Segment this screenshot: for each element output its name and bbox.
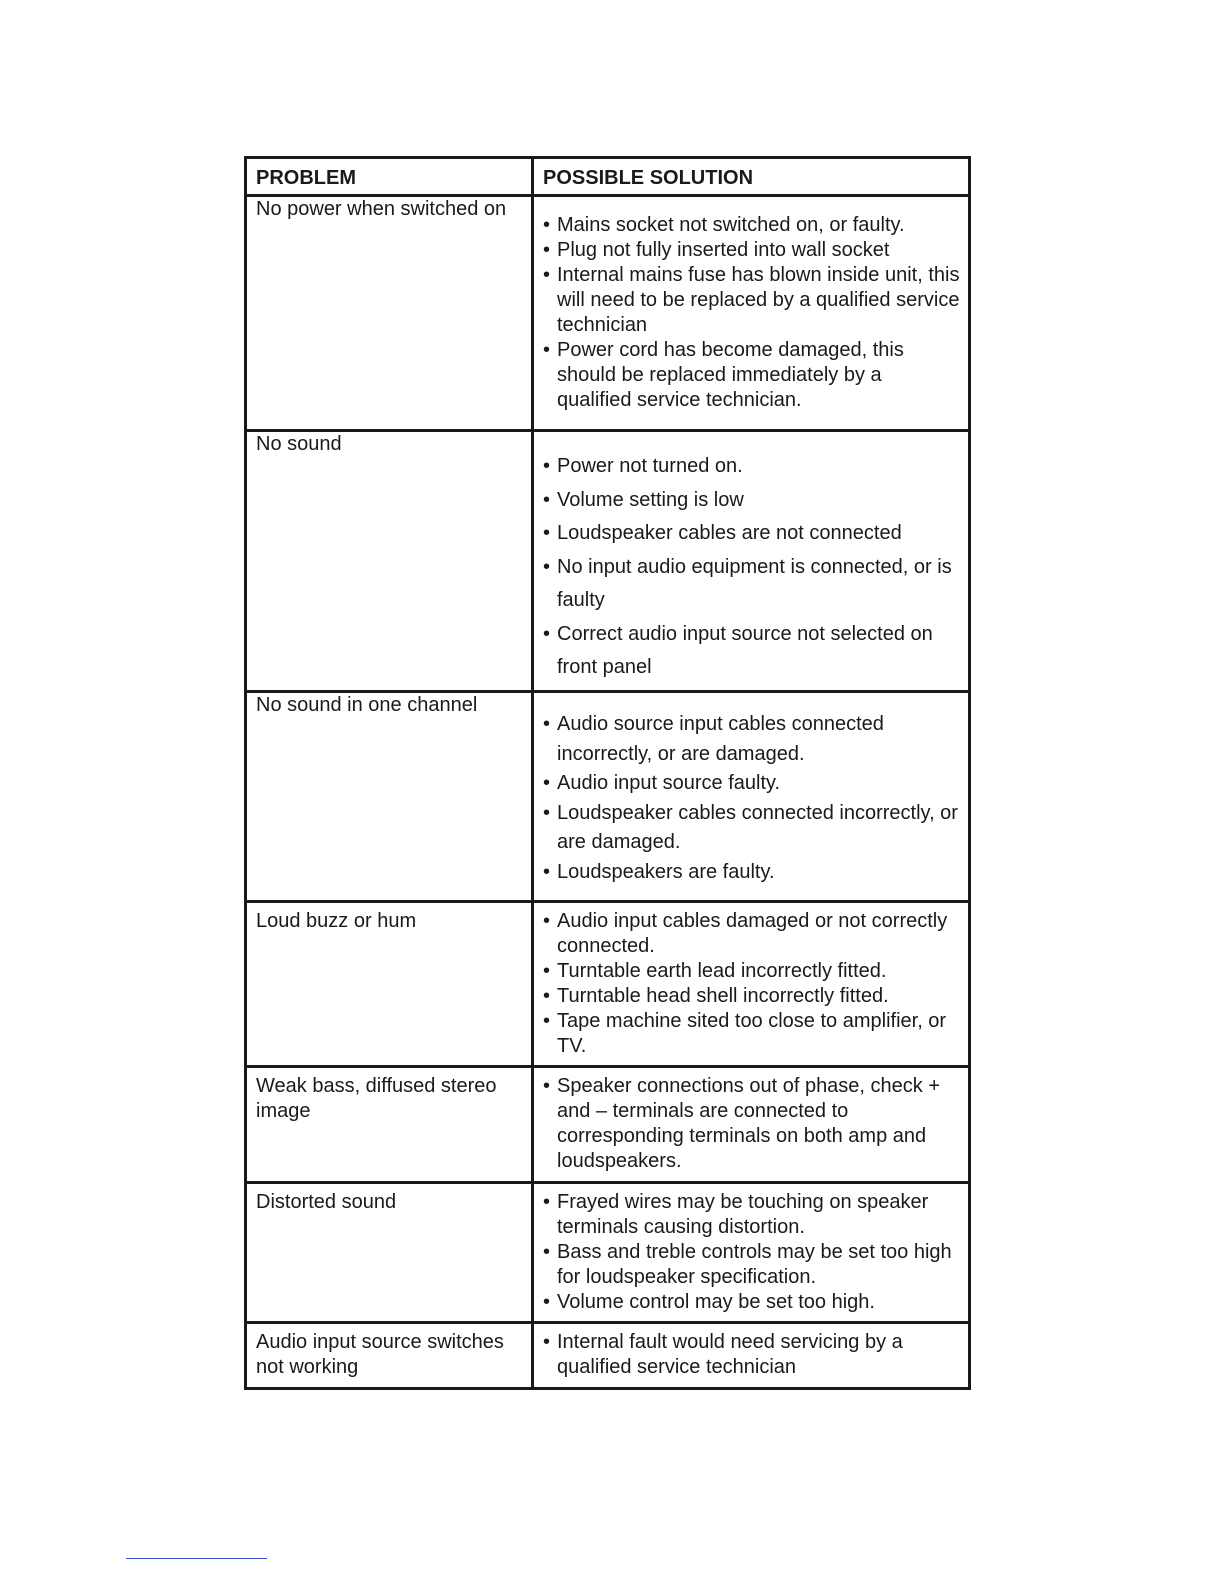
solution-item: • Mains socket not switched on, or faulty. [543, 213, 960, 238]
solution-cell [533, 196, 970, 431]
solution-list [543, 1184, 960, 1315]
solution-item: • Correct audio input source not selected on front panel [543, 618, 960, 685]
solution-cell [533, 692, 970, 902]
solution-item: • Speaker connections out of phase, check + and – terminals are connected to corresponding terminals on both amp and loudspeakers. [543, 1074, 960, 1174]
solution-item: • Audio source input cables connected incorrectly, or are damaged. [543, 710, 960, 769]
solution-cell [533, 431, 970, 692]
problem-cell: Audio input source switches not working [246, 1323, 533, 1389]
table-row [246, 1067, 970, 1183]
solution-item: • No input audio equipment is connected, or is faulty [543, 551, 960, 618]
solution-cell [533, 1183, 970, 1323]
solution-item: • Power not turned on. [543, 450, 960, 484]
footer-rule [126, 1558, 267, 1559]
solution-cell [533, 902, 970, 1067]
solution-item: • Turntable head shell incorrectly fitted. [543, 984, 960, 1009]
solution-item: • Loudspeaker cables connected incorrectly, or are damaged. [543, 799, 960, 858]
table-header-row [246, 158, 970, 196]
solution-item: • Bass and treble controls may be set too high for loudspeaker specification. [543, 1240, 960, 1290]
solution-item: • Internal fault would need servicing by a qualified service technician [543, 1330, 960, 1380]
solution-item: • Volume control may be set too high. [543, 1290, 960, 1315]
solution-item: • Volume setting is low [543, 484, 960, 518]
problem-cell: No power when switched on [246, 196, 533, 431]
table-row [246, 431, 970, 692]
solution-cell [533, 1067, 970, 1183]
solution-list [543, 693, 960, 887]
solution-list [543, 432, 960, 685]
troubleshooting-table [244, 156, 971, 1390]
table-row [246, 1183, 970, 1323]
table-row [246, 902, 970, 1067]
solution-item: • Loudspeaker cables are not connected [543, 517, 960, 551]
solution-item: • Loudspeakers are faulty. [543, 858, 960, 888]
solution-item: • Tape machine sited too close to amplifier, or TV. [543, 1009, 960, 1059]
table-row [246, 692, 970, 902]
table-row [246, 196, 970, 431]
solution-item: • Audio input cables damaged or not correctly connected. [543, 909, 960, 959]
solution-list [543, 1324, 960, 1380]
problem-cell: Weak bass, diffused stereo image [246, 1067, 533, 1183]
solution-item: • Plug not fully inserted into wall socket [543, 238, 960, 263]
problem-cell: Distorted sound [246, 1183, 533, 1323]
solution-cell [533, 1323, 970, 1389]
solution-list [543, 197, 960, 413]
solution-item: • Audio input source faulty. [543, 769, 960, 799]
solution-item: • Internal mains fuse has blown inside unit, this will need to be replaced by a qualified service technician [543, 263, 960, 338]
problem-cell: No sound [246, 431, 533, 692]
problem-cell: Loud buzz or hum [246, 902, 533, 1067]
solution-item: • Power cord has become damaged, this should be replaced immediately by a qualified service technician. [543, 338, 960, 413]
solution-list [543, 1068, 960, 1174]
solution-column-header: POSSIBLE SOLUTION [533, 158, 970, 196]
problem-column-header: PROBLEM [246, 158, 533, 196]
solution-list [543, 903, 960, 1059]
solution-item: • Frayed wires may be touching on speaker terminals causing distortion. [543, 1190, 960, 1240]
solution-item: • Turntable earth lead incorrectly fitted. [543, 959, 960, 984]
problem-cell: No sound in one channel [246, 692, 533, 902]
table-row [246, 1323, 970, 1389]
